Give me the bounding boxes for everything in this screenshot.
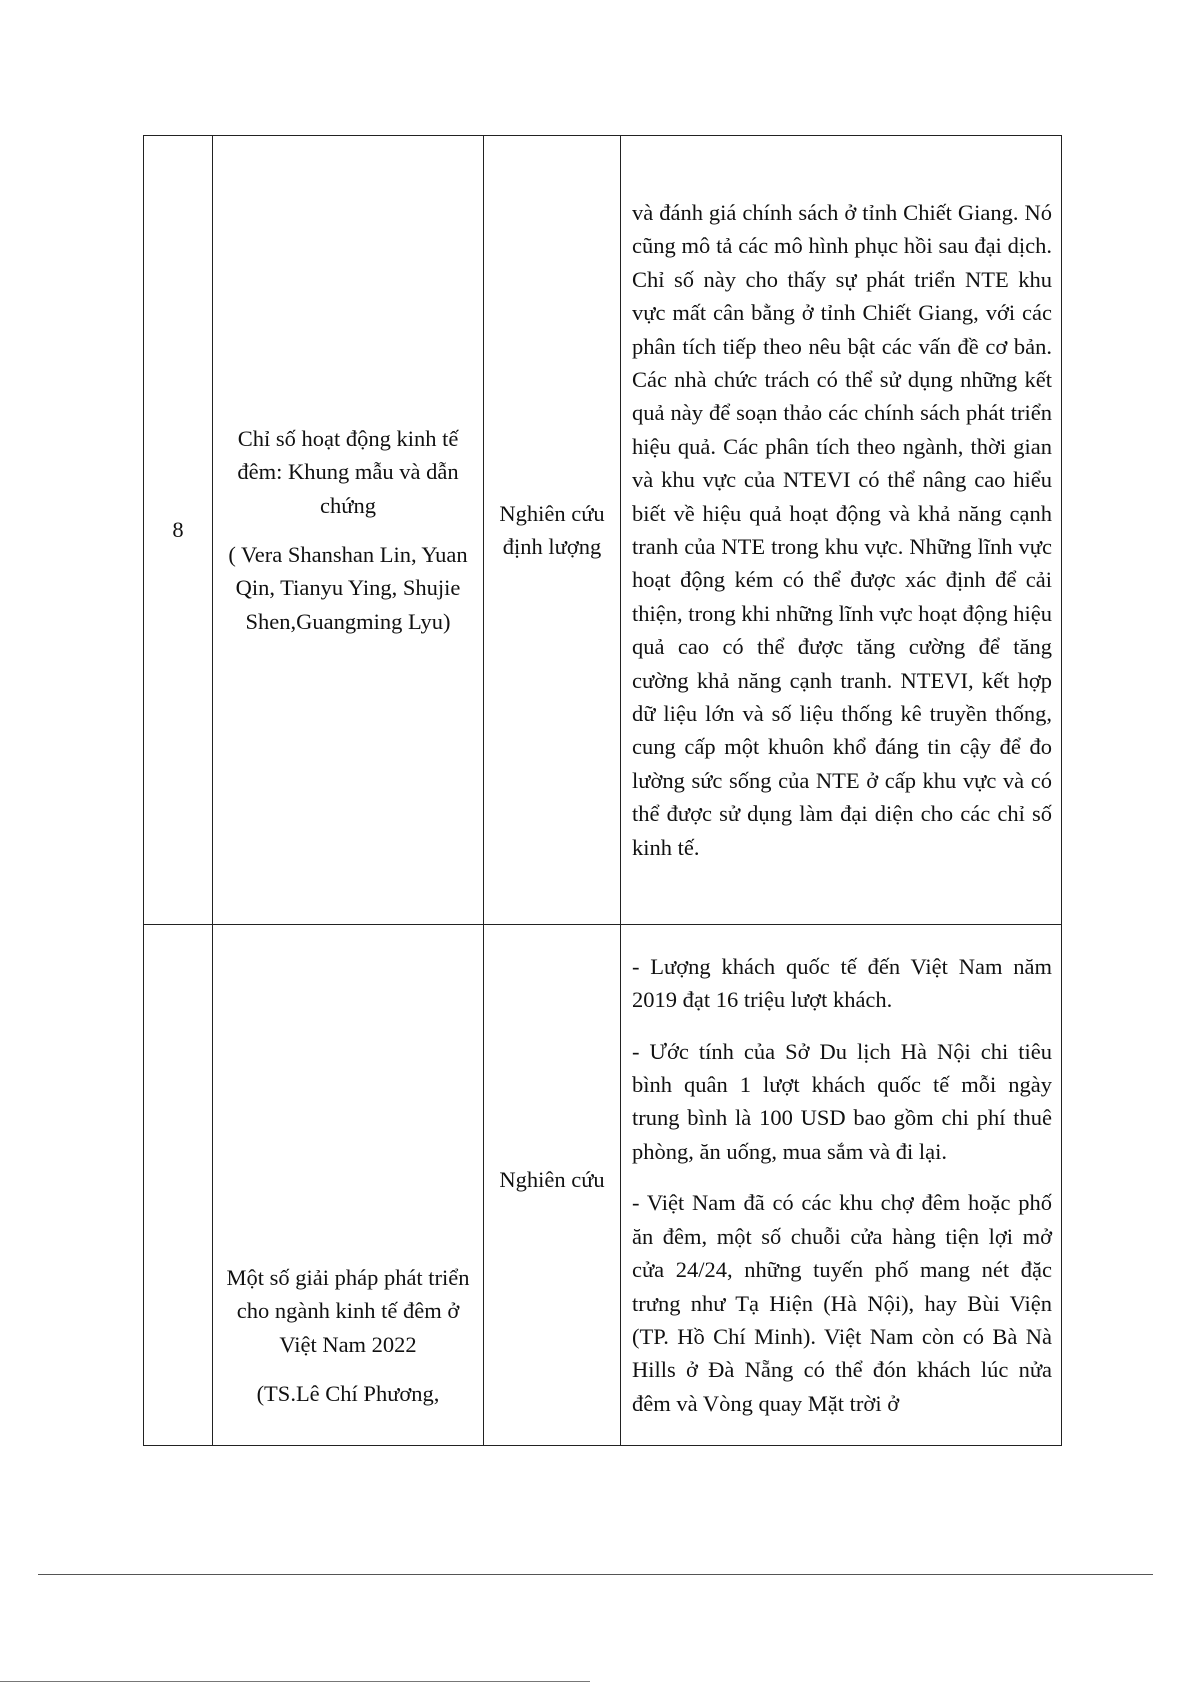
study-cell — [213, 925, 484, 1446]
study-cell — [213, 136, 484, 925]
page-bottom-divider — [0, 1681, 590, 1682]
method-cell: Nghiên cứu — [484, 925, 621, 1446]
literature-table — [143, 135, 1062, 1446]
description-paragraph: - Lượng khách quốc tế đến Việt Nam năm 2019 đạt 16 triệu lượt khách. — [632, 953, 1052, 1013]
method-cell: Nghiên cứu định lượng — [484, 136, 621, 925]
description-paragraph: - Ước tính của Sở Du lịch Hà Nội chi tiêu bình quân 1 lượt khách quốc tế mỗi ngày trung bình là 100 USD bao gồm chi phí thuê phòng, ăn uống, mua sắm và đi lại. — [632, 1038, 1052, 1164]
study-authors: (TS.Lê Chí Phương, — [256, 1381, 440, 1407]
row-number: 8 — [144, 136, 213, 925]
description-cell: và đánh giá chính sách ở tỉnh Chiết Giang. Nó cũng mô tả các mô hình phục hồi sau đại dịch. Chỉ số này cho thấy sự phát triển NTE khu vực mất cân bằng ở tỉnh Chiết Giang, với các phân tích tiếp theo nêu bật các vấn đề cơ bản. Các nhà chức trách có thể sử dụng những kết quả này để soạn thảo các chính sách phát triển hiệu quả. Các phân tích theo ngành, thời gian và khu vực của NTEVI có thể nâng cao hiểu biết về hiệu quả hoạt động và khả năng cạnh tranh của NTE trong khu vực. Những lĩnh vực hoạt động kém có thể được xác định để cải thiện, trong khi những lĩnh vực hoạt động hiệu quả cao có thể được tăng cường để tăng cường khả năng cạnh tranh. NTEVI, kết hợp dữ liệu lớn và số liệu thống kê truyền thống, cung cấp một khuôn khổ đáng tin cậy để đo lường sức sống của NTE ở cấp khu vực và có thể được sử dụng làm đại diện cho các chỉ số kinh tế. — [621, 136, 1062, 925]
study-title: Một số giải pháp phát triển cho ngành kinh tế đêm ở Việt Nam 2022 — [226, 1265, 470, 1357]
study-authors: ( Vera Shanshan Lin, Yuan Qin, Tianyu Ying, Shujie Shen,Guangming Lyu) — [228, 542, 468, 634]
table-row — [144, 925, 1062, 1446]
description-cell — [621, 925, 1062, 1446]
row-number — [144, 925, 213, 1446]
table-row — [144, 136, 1062, 925]
study-title: Chỉ số hoạt động kinh tế đêm: Khung mẫu và dẫn chứng — [237, 425, 459, 518]
description-paragraph: - Việt Nam đã có các khu chợ đêm hoặc phố ăn đêm, một số chuỗi cửa hàng tiện lợi mở cửa 24/24, những tuyến phố mang nét đặc trưng như Tạ Hiện (Hà Nội), hay Bùi Viện (TP. Hồ Chí Minh). Việt Nam còn có Bà Nà Hills ở Đà Nẵng có thể đón khách lúc nửa đêm và Vòng quay Mặt trời ở — [632, 1190, 1052, 1416]
footer-divider — [38, 1574, 1153, 1575]
